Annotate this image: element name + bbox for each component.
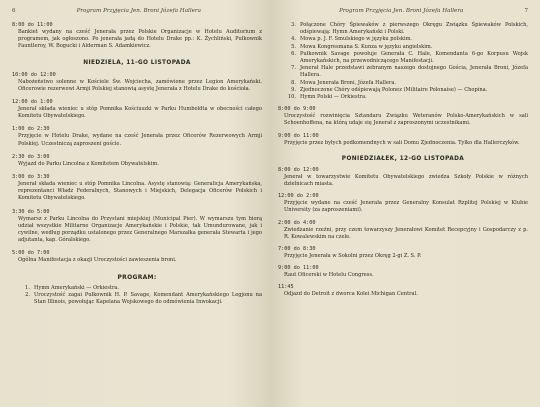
event-description: Jenerał w towarzystwie Komitetu Obywatelskiego zwiedza Szkoły Polskie w różnych dzielnicach miasta. <box>284 173 528 188</box>
program-item-number: 8. <box>291 79 296 86</box>
program-item <box>282 36 528 43</box>
event-description: Zwiedzanie rzeźni, przy czem towarzyszy Jenerałowi Komitet Recepcyjny i Gospodarczy z p. R. Kowalewskim na czele. <box>284 226 528 240</box>
program-item-text: Pułkownik Savage powołuje Generała C. Hale, Komendanta 6-go Korpusu Wojsk Amerykańskich, na przewodniczącego Manifestacji. <box>300 50 528 65</box>
program-item-text: Mowa Kongresmana S. Kunza w języku angielskim. <box>300 43 433 50</box>
event-time: 11:45 <box>278 284 294 291</box>
program-item <box>282 94 528 101</box>
program-item-number: 7. <box>291 65 296 72</box>
event-block <box>12 250 262 264</box>
program-list <box>282 22 528 101</box>
event-time: 2:00 do 4:00 <box>278 219 316 226</box>
program-item-number: 10. <box>287 94 296 101</box>
program-item <box>282 44 528 51</box>
program-item-text: Hymn Amerykański — Orkiestra. <box>34 284 120 291</box>
day-heading: NIEDZIELA, 11-GO LISTOPADA <box>83 59 191 66</box>
event-time: 2:30 do 3:00 <box>12 153 50 160</box>
program-item-text: Zjednoczone Chóry odśpiewają Polonez (Militaire Polonaise) — Chopina. <box>300 86 488 93</box>
program-item-text: Uroczystość zagai Pułkownik H. P. Savage, Komendant Amerykańskiego Legjonu na Stan Illinois, powołując Kapelana Wojskowego do odmówienia Inwokacji. <box>34 291 262 306</box>
event-block <box>278 133 528 147</box>
page-number: 6 <box>12 8 16 14</box>
event-block <box>278 246 528 260</box>
event-time: 8:00 do 11:00 <box>12 22 53 28</box>
event-block <box>278 265 528 279</box>
program-item <box>282 51 528 65</box>
event-time: 3:30 do 5:00 <box>12 208 50 215</box>
program-item-number: 9. <box>291 86 296 93</box>
event-description: Uroczystość rozwinięcia Sztandaru Związku Weteranów Polsko-Amerykańskich w sali Schoenhoffena, na którą udaje się Jenerał z zaproszonymi uczestnikami. <box>284 113 528 127</box>
event-description: Ogólna Manifestacja z okazji Uroczystości zawieszenia broni. <box>18 257 177 264</box>
event-block <box>12 72 262 93</box>
program-item-number: 4. <box>291 36 296 43</box>
event-description: Raut Oficerski w Hotelu Congress. <box>284 272 374 279</box>
event-block <box>12 174 262 203</box>
program-heading: PROGRAM: <box>117 273 157 281</box>
event-block <box>278 284 528 298</box>
page-number: 7 <box>524 8 528 14</box>
event-description: Nabożeństwo solenne w Kościele Św. Wojciecha, zamówione przez Legion Amerykański. Oficerowie rezerwowi Armji Polskiej stanowią asystę Jenerała z Hotelu Drake do kościoła. <box>18 78 262 92</box>
running-head-title: Program Przyjęcia Jen. Broni Józefa Hallera <box>339 8 464 14</box>
event-time: 1:00 do 2:30 <box>12 126 50 133</box>
event-description: Jenerał składa wieniec u stóp Pomnika Kościuszki w Parku Humboldta w obecności całego Komitetu Obywatelskiego. <box>18 106 262 120</box>
program-item <box>16 292 262 306</box>
event-time: 8:00 do 12:00 <box>278 166 319 173</box>
event-block <box>278 106 528 127</box>
program-item-text: Połączone Chóry Śpiewaków z pierwszego Okręgu Związku Śpiewaków Polskich, odśpiewają: Hymn Amerykański i Polski. <box>300 22 528 36</box>
event-time: 10:00 do 12:00 <box>12 71 56 78</box>
event-time: 5:00 do 7:00 <box>12 250 50 257</box>
event-block <box>12 154 262 168</box>
event-block <box>12 126 262 147</box>
event-block <box>12 99 262 120</box>
event-description: Wymarsz z Parku Lincolna do Przystani miejskiej (Municipal Pier). W wymarszu tym biorą udział wszystkie Militarne Organizacje Amerykańskie i Polskie, tak Umundurowane, jak i cywilne, według porządku ustalonego przez Generalnego Marszałka generała Stewarta i jego adjutanta, kap. Góralskiego. <box>18 215 262 244</box>
event-time: 3:00 do 3:30 <box>12 174 50 181</box>
event-time: 12:00 do 1:00 <box>12 99 53 106</box>
event-description: Wyjazd do Parku Lincolna z Komitetem Obywatelskim. <box>18 160 159 167</box>
program-item-number: 1. <box>25 284 30 291</box>
day-heading: PONIEDZIAŁEK, 12-GO LISTOPADA <box>341 155 465 162</box>
event-description: Przyjęcie w Hotelu Drake, wydane na cześć Jenerała przez Oficerów Rezerwowych Armji Polskiej. Uczestniczą zaproszeni goście. <box>18 133 262 147</box>
event-description: Bankiet wydany na cześć Jenerała przez Polskie Organizacje w Hotelu Auditorium z programem, jak ogłoszono. Po jenerała jadą do Hotelu Drake pp.: K. Żychliński, Pułkownik Fauntleroy, W. Bogucki i Alderman S. Adamkiewicz. <box>18 29 262 50</box>
event-block <box>278 220 528 241</box>
right-page <box>270 0 540 407</box>
program-item-text: Mowa p. J. F. Smulskiego w języku polskim. <box>300 36 413 43</box>
event-block <box>278 167 528 188</box>
event-time: 12:00 do 2:00 <box>278 193 319 200</box>
running-header-right <box>278 8 528 14</box>
program-item-number: 2. <box>25 291 30 298</box>
event-block <box>12 209 262 245</box>
program-item <box>282 65 528 79</box>
event-description: Odjazd do Detroit z dworca Kolei Michigan Central. <box>284 291 418 298</box>
event-block <box>278 193 528 214</box>
program-item <box>282 80 528 87</box>
event-description: Przyjęcie przez byłych podkomendnych w sali Domu Zjednoczenia. Tylko dla Hallerczyków. <box>284 139 520 146</box>
program-list <box>16 285 262 307</box>
event-time: 9:00 do 11:00 <box>278 265 319 272</box>
event-time: 8:00 do 9:00 <box>278 106 316 113</box>
event-time: 7:00 do 8:30 <box>278 246 316 253</box>
event-description: Przyjęcie Jenerała w Sokolni przez Okręg 2-gi Z. S. P. <box>284 253 422 260</box>
program-item <box>16 285 262 292</box>
program-item-text: Jenerał Hale przedstawi zebranym naszego dostojnego Gościa, Jenerała Broni, Józefa Hallera. <box>300 65 528 79</box>
program-item-number: 3. <box>291 22 296 28</box>
running-header-left <box>12 8 262 14</box>
program-item <box>282 22 528 36</box>
program-item-text: Mowa Jenerała Broni, Józefa Hallera. <box>300 79 397 86</box>
event-time: 9:00 do 11:00 <box>278 132 319 139</box>
program-item-number: 5. <box>291 43 296 50</box>
program-item-number: 6. <box>291 50 296 57</box>
running-head-title: Program Przyjęcia Jen. Broni Józefa Hallera <box>76 8 201 14</box>
event-description: Przyjęcie wydane na cześć Jenerała przez Generalny Konsulat Rzplitej Polskiej w Klubie University (za zaproszeniami). <box>284 200 528 214</box>
event-description: Jenerał składa wieniec u stóp Pomnika Lincolna. Asystę stanowią: Generalicja Amerykańska, reprezentanci Władz Federalnych, Stanowych i Miejskich, Delegacja Oficerów Polskich i Komitetu Obywatelskiego. <box>18 181 262 202</box>
program-item <box>282 87 528 94</box>
program-item-text: Hymn Polski — Orkiestra. <box>300 94 367 101</box>
